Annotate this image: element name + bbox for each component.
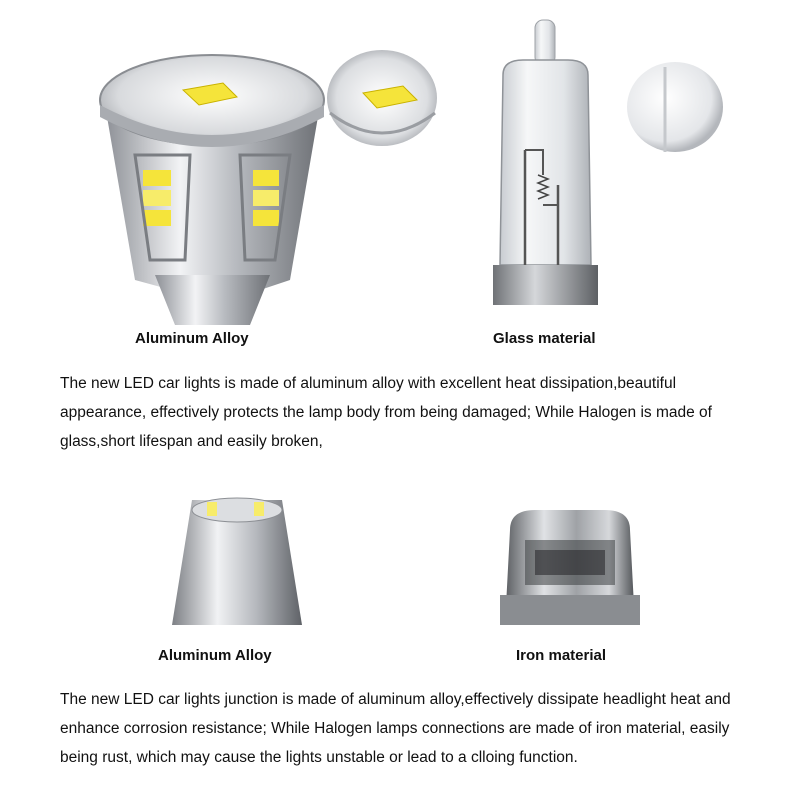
glass-zoom-photo bbox=[625, 62, 725, 162]
led-chip-zoom-photo bbox=[325, 48, 440, 148]
paragraph-heat-dissipation: The new LED car lights is made of aluminum alloy with excellent heat dissipation,beautiful appearance, effectively protects the lamp body from being damaged; While Halogen is made of glass,short lifespan and easily broken, bbox=[60, 375, 712, 450]
led-aluminum-base-photo bbox=[162, 500, 312, 625]
caption-aluminum-alloy-2: Aluminum Alloy bbox=[158, 647, 272, 664]
halogen-bulb-photo bbox=[483, 15, 613, 305]
caption-iron-material: Iron material bbox=[516, 647, 607, 664]
led-bulb-photo bbox=[95, 45, 335, 325]
halogen-iron-base-photo bbox=[495, 510, 645, 625]
paragraph-corrosion-resistance: The new LED car lights junction is made of aluminum alloy,effectively dissipate headlight heat and enhance corrosion resistance; While Halogen lamps connections are made of iron material, easily being rust, which may cause the lights unstable or lead to a clloing function. bbox=[60, 691, 731, 766]
caption-aluminum-alloy-1: Aluminum Alloy bbox=[135, 330, 249, 347]
caption-glass-material: Glass material bbox=[493, 330, 596, 347]
